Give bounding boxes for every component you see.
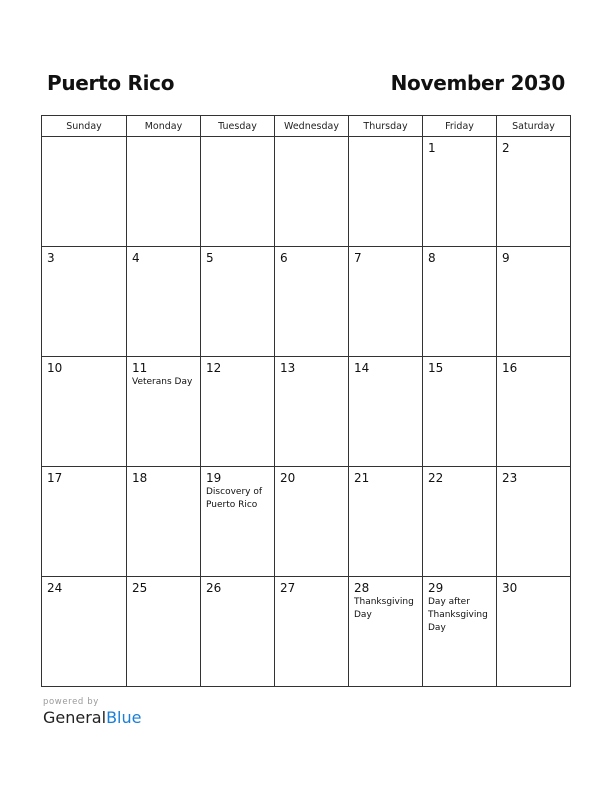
day-cell <box>42 577 127 687</box>
calendar-grid <box>41 115 571 687</box>
weekday-header: Monday <box>127 116 201 137</box>
day-number: 3 <box>47 251 55 265</box>
day-cell <box>349 577 423 687</box>
day-cell <box>423 467 497 577</box>
day-cell <box>42 467 127 577</box>
day-cell <box>201 577 275 687</box>
day-number: 4 <box>132 251 140 265</box>
day-number: 23 <box>502 471 518 485</box>
day-cell <box>497 137 571 247</box>
day-cell <box>127 357 201 467</box>
day-cell <box>497 467 571 577</box>
day-number: 1 <box>428 141 436 155</box>
week-row <box>42 577 571 687</box>
day-cell <box>275 577 349 687</box>
day-cell <box>42 247 127 357</box>
brand-name-general: General <box>43 708 107 727</box>
day-number: 5 <box>206 251 214 265</box>
day-number: 9 <box>502 251 510 265</box>
day-cell <box>275 357 349 467</box>
day-cell <box>497 357 571 467</box>
brand-logo-text <box>43 708 141 728</box>
day-cell <box>201 467 275 577</box>
weekday-header-row <box>42 116 571 137</box>
week-row <box>42 467 571 577</box>
day-cell <box>349 467 423 577</box>
day-number: 17 <box>47 471 63 485</box>
day-cell <box>349 357 423 467</box>
day-number: 25 <box>132 581 148 595</box>
day-number: 6 <box>280 251 288 265</box>
weekday-header: Friday <box>423 116 497 137</box>
day-cell <box>42 357 127 467</box>
day-number: 26 <box>206 581 222 595</box>
powered-by-label: powered by <box>43 697 99 707</box>
weekday-header: Thursday <box>349 116 423 137</box>
day-cell <box>127 467 201 577</box>
day-number: 12 <box>206 361 222 375</box>
calendar-country-title: Puerto Rico <box>47 71 175 95</box>
day-number: 14 <box>354 361 370 375</box>
empty-day-cell <box>201 137 275 247</box>
day-cell <box>127 247 201 357</box>
day-number: 16 <box>502 361 518 375</box>
day-number: 27 <box>280 581 296 595</box>
day-number: 22 <box>428 471 444 485</box>
day-cell <box>423 357 497 467</box>
day-number: 2 <box>502 141 510 155</box>
holiday-label: Thanksgiving Day <box>354 597 414 620</box>
day-number: 19 <box>206 471 222 485</box>
weekday-header: Saturday <box>497 116 571 137</box>
generalblue-brand <box>43 697 141 728</box>
weekday-header: Wednesday <box>275 116 349 137</box>
empty-day-cell <box>127 137 201 247</box>
day-number: 30 <box>502 581 518 595</box>
holiday-label: Veterans Day <box>132 377 193 387</box>
empty-day-cell <box>42 137 127 247</box>
day-number: 10 <box>47 361 63 375</box>
day-number: 24 <box>47 581 63 595</box>
day-cell <box>201 357 275 467</box>
day-cell <box>423 577 497 687</box>
day-cell <box>423 137 497 247</box>
day-cell <box>497 577 571 687</box>
day-number: 29 <box>428 581 444 595</box>
day-cell <box>497 247 571 357</box>
week-row <box>42 357 571 467</box>
day-number: 13 <box>280 361 296 375</box>
day-number: 7 <box>354 251 362 265</box>
calendar-month-title: November 2030 <box>390 71 565 95</box>
weekday-header: Tuesday <box>201 116 275 137</box>
day-cell <box>423 247 497 357</box>
brand-name-blue: Blue <box>106 708 142 727</box>
holiday-label: Day after Thanksgiving Day <box>428 597 488 633</box>
day-number: 11 <box>132 361 148 375</box>
day-number: 21 <box>354 471 370 485</box>
day-number: 8 <box>428 251 436 265</box>
day-cell <box>349 247 423 357</box>
week-row <box>42 247 571 357</box>
day-cell <box>127 577 201 687</box>
week-row <box>42 137 571 247</box>
day-cell <box>201 247 275 357</box>
empty-day-cell <box>349 137 423 247</box>
weekday-header: Sunday <box>42 116 127 137</box>
day-number: 20 <box>280 471 296 485</box>
day-number: 15 <box>428 361 444 375</box>
holiday-label: Discovery of Puerto Rico <box>206 487 262 510</box>
empty-day-cell <box>275 137 349 247</box>
day-cell <box>275 247 349 357</box>
day-number: 18 <box>132 471 148 485</box>
day-cell <box>275 467 349 577</box>
day-number: 28 <box>354 581 370 595</box>
